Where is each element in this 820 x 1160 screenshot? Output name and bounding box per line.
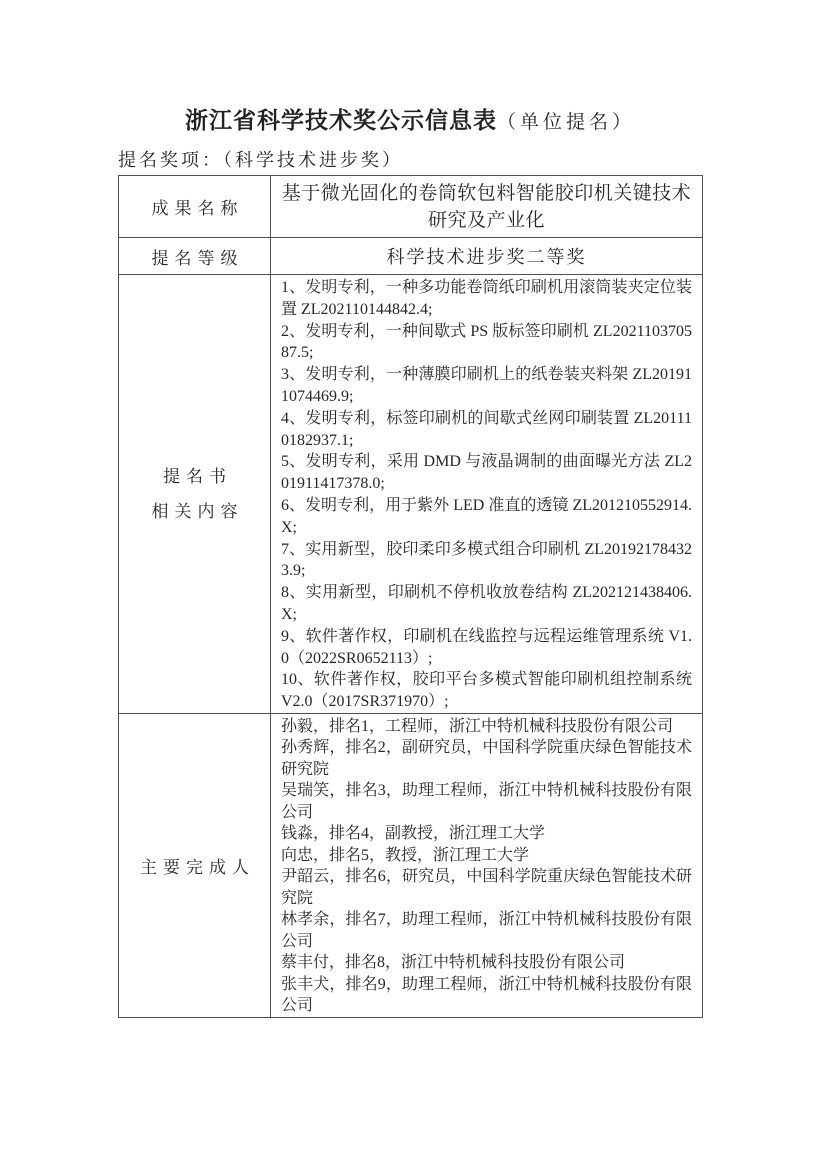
nomination-doc-label bbox=[119, 275, 271, 714]
completers-list bbox=[271, 713, 703, 1017]
award-category-line: 提名奖项：（科学技术进步奖） bbox=[118, 150, 403, 170]
nomination-doc-label-line1: 提名书 bbox=[163, 466, 232, 486]
patent-item: 4、发明专利，标签印刷机的间歇式丝网印刷装置 ZL201110182937.1; bbox=[281, 409, 692, 449]
person-item: 向忠，排名5，教授，浙江理工大学 bbox=[281, 846, 530, 864]
award-grade-value: 科学技术进步奖二等奖 bbox=[271, 238, 703, 275]
table-row-award-grade bbox=[119, 238, 703, 275]
page-title bbox=[0, 97, 820, 147]
person-item: 蔡丰付，排名8，浙江中特机械科技股份有限公司 bbox=[281, 954, 626, 972]
result-name-label: 成果名称 bbox=[119, 176, 271, 238]
patent-item: 9、软件著作权，印刷机在线监控与远程运维管理系统 V1.0（2022SR0652113）; bbox=[281, 627, 692, 667]
result-name-value: 基于微光固化的卷筒软包料智能胶印机关键技术研究及产业化 bbox=[271, 176, 703, 238]
patent-item: 1、发明专利，一种多功能卷筒纸印刷机用滚筒装夹定位装置 ZL202110144842.4; bbox=[281, 279, 692, 318]
table-row-nomination-doc bbox=[119, 275, 703, 714]
patent-item: 10、软件著作权，胶印平台多模式智能印刷机组控制系统 V2.0（2017SR371970）; bbox=[281, 671, 692, 711]
table-row-result-name bbox=[119, 176, 703, 238]
table-row-completers bbox=[119, 713, 703, 1017]
person-item: 尹韶云，排名6，研究员，中国科学院重庆绿色智能技术研究院 bbox=[281, 868, 692, 907]
person-item: 林孝余，排名7，助理工程师，浙江中特机械科技股份有限公司 bbox=[281, 911, 692, 950]
page-title-suffix: （单位提名） bbox=[496, 112, 635, 133]
patent-item: 2、发明专利，一种间歇式 PS 版标签印刷机 ZL202110370587.5; bbox=[281, 322, 692, 362]
person-item: 张丰犬，排名9，助理工程师，浙江中特机械科技股份有限公司 bbox=[281, 975, 692, 1015]
patent-item: 7、实用新型，胶印柔印多模式组合印刷机 ZL201921784323.9; bbox=[281, 540, 692, 580]
award-grade-label: 提名等级 bbox=[119, 238, 271, 275]
person-item: 孙秀辉，排名2，副研究员，中国科学院重庆绿色智能技术研究院 bbox=[281, 739, 692, 778]
award-info-table bbox=[118, 175, 703, 1018]
patent-item: 8、实用新型，印刷机不停机收放卷结构 ZL202121438406.X; bbox=[281, 584, 692, 623]
patent-item: 3、发明专利，一种薄膜印刷机上的纸卷装夹料架 ZL201911074469.9; bbox=[281, 366, 692, 405]
nomination-doc-label-line2: 相关内容 bbox=[151, 501, 244, 521]
completers-label: 主要完成人 bbox=[119, 713, 271, 1017]
person-item: 孙毅，排名1，工程师，浙江中特机械科技股份有限公司 bbox=[281, 717, 674, 735]
patent-item: 6、发明专利，用于紫外 LED 准直的透镜 ZL201210552914.X; bbox=[281, 496, 692, 536]
patent-item: 5、发明专利，采用 DMD 与液晶调制的曲面曝光方法 ZL201911417378.0; bbox=[281, 453, 692, 493]
patent-list bbox=[271, 275, 703, 714]
page-title-main: 浙江省科学技术奖公示信息表 bbox=[184, 107, 497, 133]
person-item: 钱淼，排名4，副教授，浙江理工大学 bbox=[281, 825, 546, 843]
person-item: 吴瑞笑，排名3，助理工程师，浙江中特机械科技股份有限公司 bbox=[281, 782, 692, 821]
